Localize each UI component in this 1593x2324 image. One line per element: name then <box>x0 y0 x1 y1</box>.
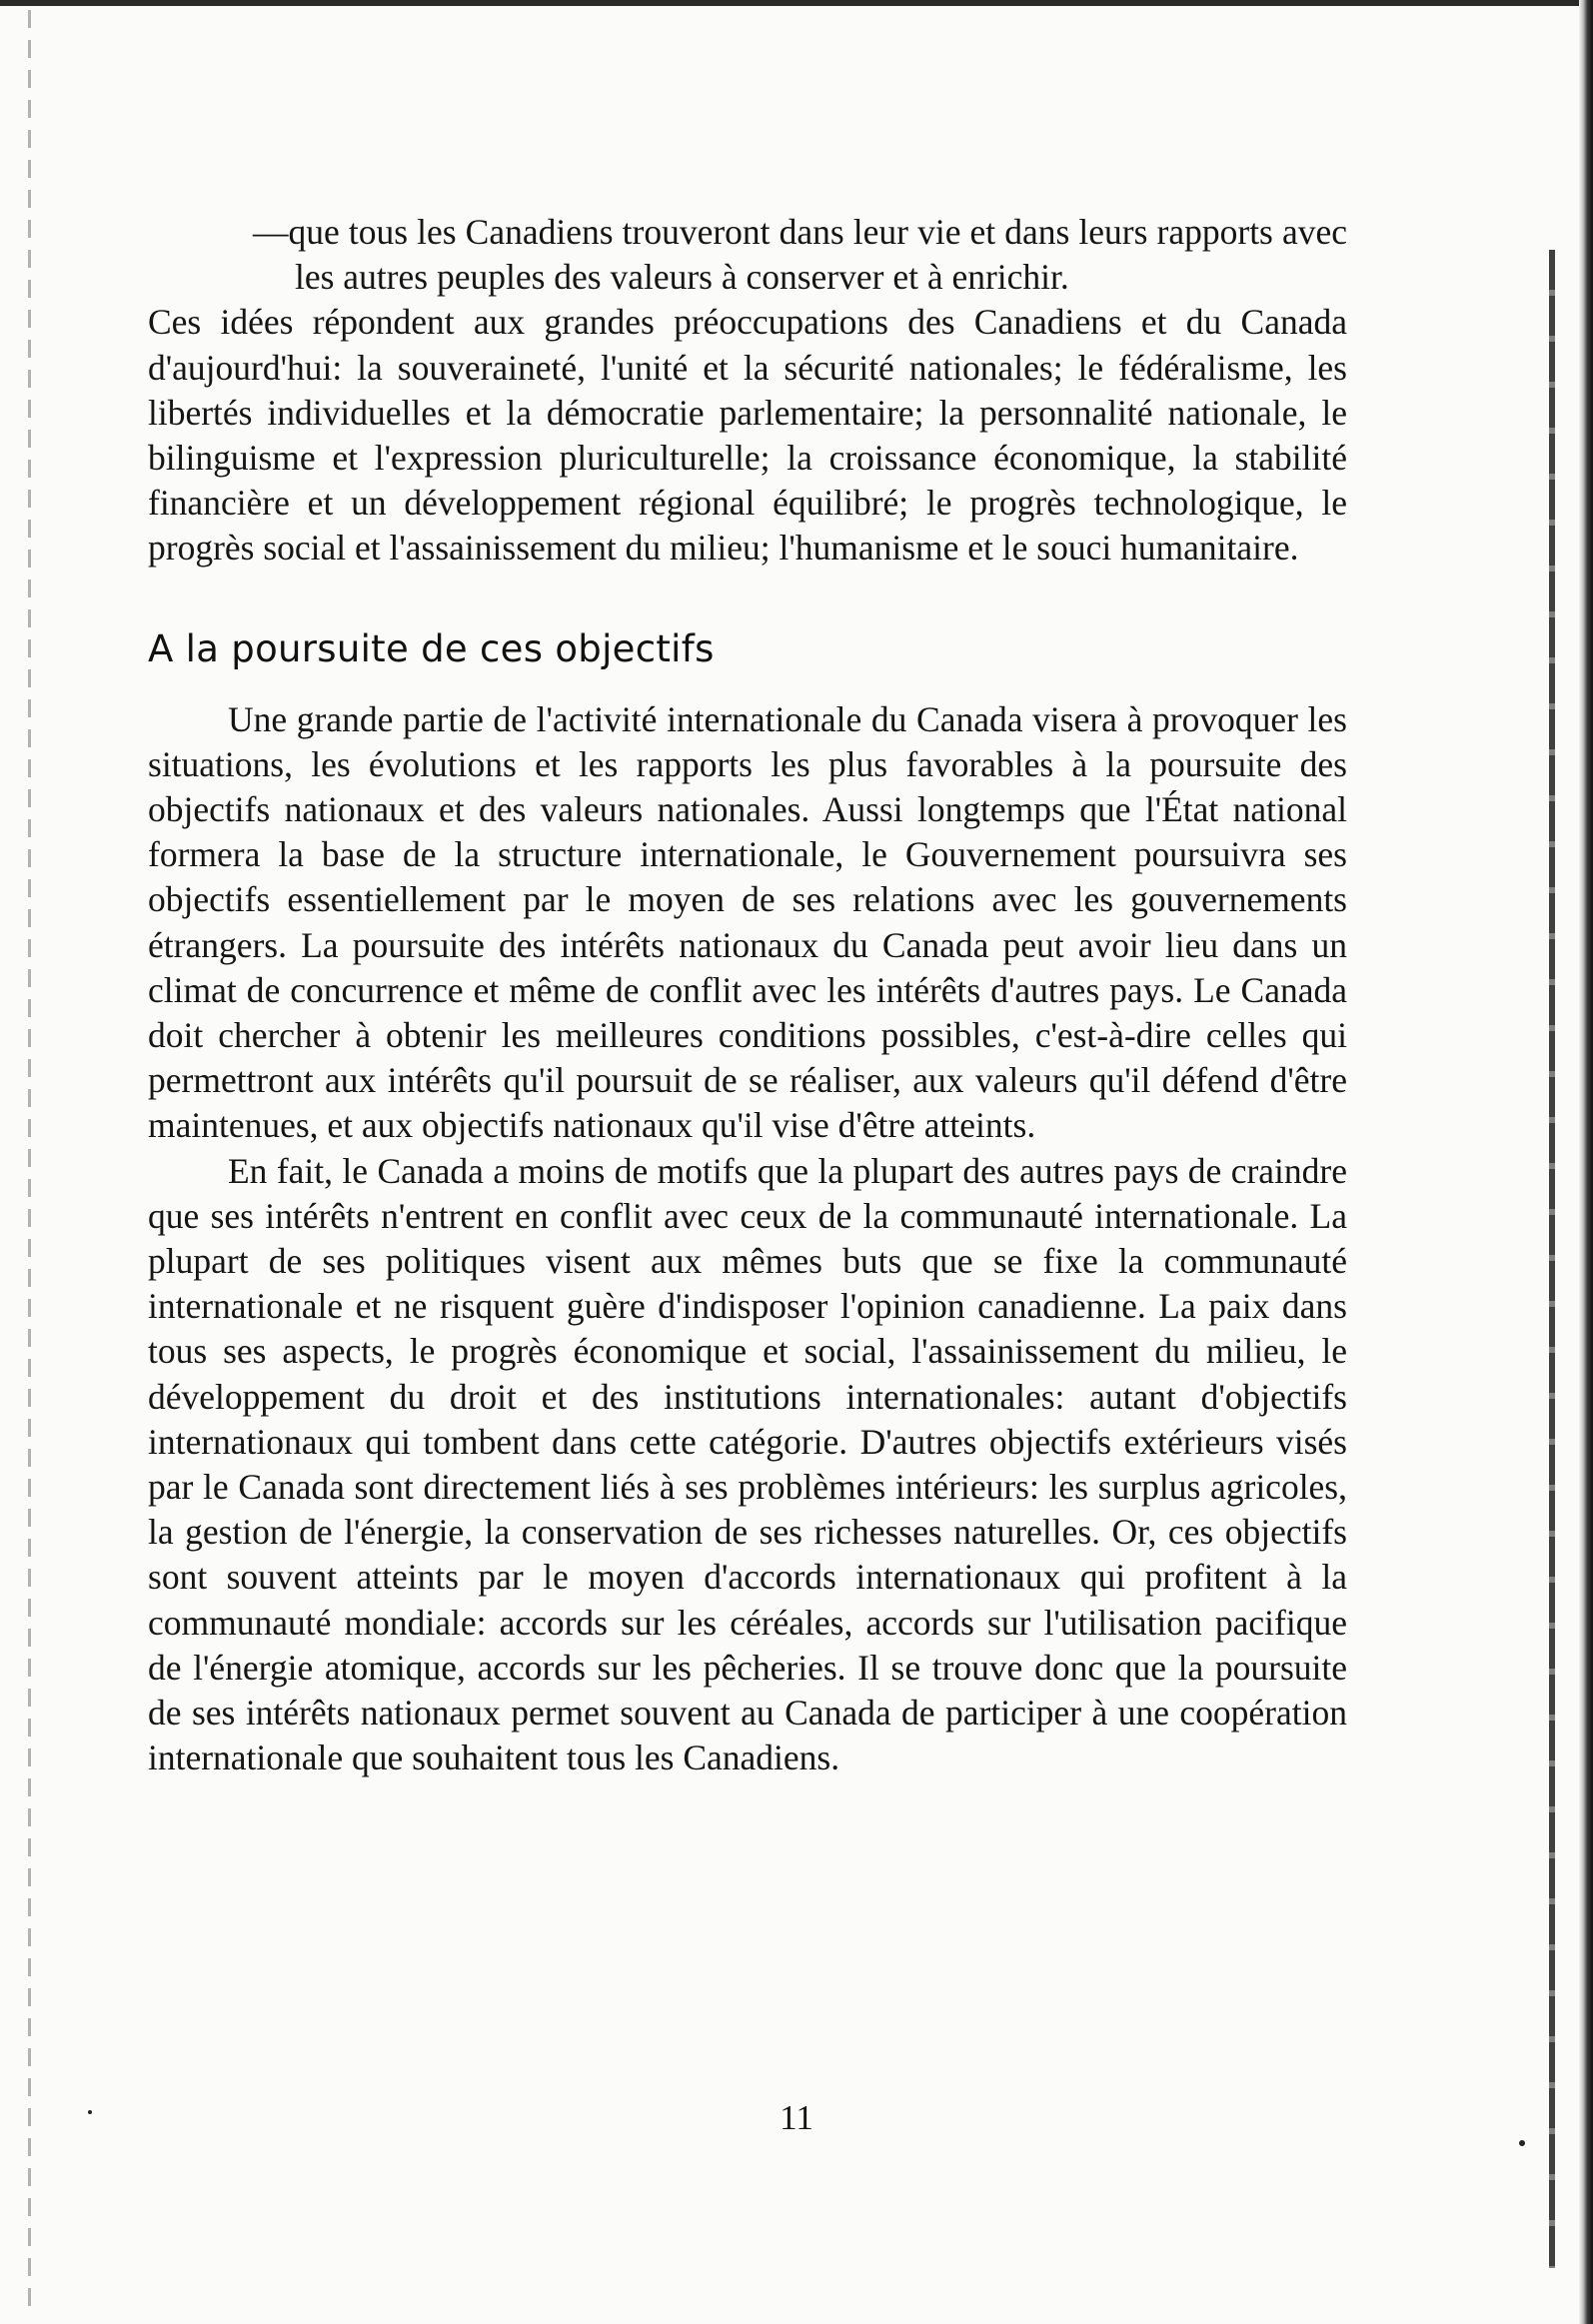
body-text <box>148 210 1347 1781</box>
scan-left-edge <box>28 10 31 2308</box>
bullet-item: —que tous les Canadiens trouveront dans leur vie et dans leurs rapports avec les autres peuples des valeurs à conserver et à enrichir. <box>253 212 1347 298</box>
scan-speck <box>1519 2140 1525 2146</box>
scan-right-edge <box>1579 0 1593 2324</box>
paragraph-in-fact: En fait, le Canada a moins de motifs que la plupart des autres pays de craindre que ses intérêts n'entrent en conflit avec ceux de la communauté internationale. La plupart de ses politiques visent aux mêmes buts que se fixe la communauté internationale et ne risquent guère d'indisposer l'opinion canadienne. La paix dans tous ses aspects, le progrès économique et social, l'assainissement du milieu, le développement du droit et des institutions internationales: autant d'objectifs internationaux qui tombent dans cette catégorie. D'autres objectifs extérieurs visés par le Canada sont directement liés à ses problèmes intérieurs: les surplus agricoles, la gestion de l'énergie, la conservation de ses richesses naturelles. Or, ces objectifs sont souvent atteints par le moyen d'accords internationaux qui profitent à la communauté mondiale: accords sur les céréales, accords sur l'utilisation pacifique de l'énergie atomique, accords sur les pêcheries. Il se trouve donc que la poursuite de ses intérêts nationaux permet souvent au Canada de participer à une coopération internationale que souhaitent tous les Canadiens. <box>148 1150 1347 1778</box>
scan-top-edge <box>0 0 1593 6</box>
paragraph-pursuit: Une grande partie de l'activité internationale du Canada visera à provoquer les situations, les évolutions et les rapports les plus favorables à la poursuite des objectifs nationaux et des valeurs nationales. Aussi longtemps que l'État national formera la base de la structure internationale, le Gouvernement poursuivra ses objectifs essentiellement par le moyen de ses relations avec les gouvernements étrangers. La poursuite des intérêts nationaux du Canada peut avoir lieu dans un climat de concurrence et même de conflit avec les intérêts d'autres pays. Le Canada doit chercher à obtenir les meilleures conditions possibles, c'est-à-dire celles qui permettront aux intérêts qu'il poursuit de se réaliser, aux valeurs qu'il défend d'être maintenues, et aux objectifs nationaux qu'il vise d'être atteints. <box>148 698 1347 1146</box>
scan-binding-shadow <box>1549 250 1555 2268</box>
page-number: 11 <box>780 2098 813 2137</box>
paragraph-intro: Ces idées répondent aux grandes préoccupations des Canadiens et du Canada d'aujourd'hui: la souveraineté, l'unité et la sécurité nationales; le fédéralisme, les libertés individuelles et la démocratie parlementaire; la personnalité nationale, le bilinguisme et l'expression pluriculturelle; la croissance économique, la stabilité financière et un développement régional équilibré; le progrès technologique, le progrès social et l'assainissement du milieu; l'humanisme et le souci humanitaire. <box>148 302 1347 569</box>
scan-speck <box>88 2110 92 2114</box>
section-heading: A la poursuite de ces objectifs <box>148 626 715 670</box>
